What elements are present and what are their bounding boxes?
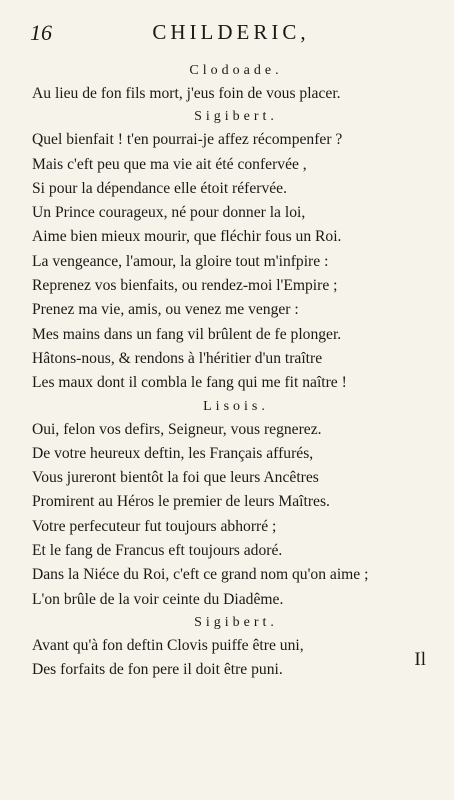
verse-line: Au lieu de fon fils mort, j'eus foin de vous placer. [32,85,341,102]
speaker-name: Lisois. [203,398,269,414]
verse-line: Promirent au Héros le premier de leurs Maîtres. [32,493,330,511]
speaker-name: Clodoade. [189,63,283,78]
verse-line: Mais c'eft peu que ma vie ait été confervée , [32,155,307,173]
verse-line: Aime bien mieux mourir, que fléchir fous un Roi. [32,228,342,246]
verse-line: Prenez ma vie, amis, ou venez me venger : [32,301,299,319]
verse-line: L'on brûle de la voir ceinte du Diadême. [32,590,284,608]
verse-line: Des forfaits de fon pere il doit être puni. [32,661,283,679]
verse-line: Vous jureront bientôt la foi que leurs Ancêtres [32,469,319,487]
verse-line: Reprenez vos bienfaits, ou rendez-moi l'Empire ; [32,277,338,295]
verse-line: La vengeance, l'amour, la gloire tout m'infpire : [32,252,329,270]
verse-line: Un Prince courageux, né pour donner la loi, [32,204,306,222]
verse-line: Hâtons-nous, & rendons à l'héritier d'un traître [32,349,323,367]
verse-line: De votre heureux deftin, les Français affurés, [32,444,314,462]
page-number: 16 [30,20,52,45]
verse-line: Votre perfecuteur fut toujours abhorré ; [32,517,277,535]
speaker-name: Sigibert. [194,109,278,125]
verse-line: Les maux dont il combla le fang qui me fit naître ! [32,374,347,392]
speaker-name: Sigibert. [194,614,278,630]
verse-line: Avant qu'à fon deftin Clovis puiffe être uni, [32,636,304,654]
running-title: CHILDERIC, [152,20,310,44]
verse-line: Et le fang de Francus eft toujours adoré. [32,542,283,560]
verse-line: Dans la Niéce du Roi, c'eft ce grand nom qu'on aime ; [32,566,369,584]
verse-line: Si pour la dépendance elle étoit réfervée. [32,179,288,197]
catchword: Il [414,649,426,670]
verse-line: Oui, felon vos defirs, Seigneur, vous regnerez. [32,420,322,438]
play-text [32,60,440,683]
verse-line: Mes mains dans un fang vil brûlent de fe plonger. [32,325,342,343]
verse-line: Quel bienfait ! t'en pourrai-je affez récompenfer ? [32,131,343,149]
page-header [30,20,432,50]
